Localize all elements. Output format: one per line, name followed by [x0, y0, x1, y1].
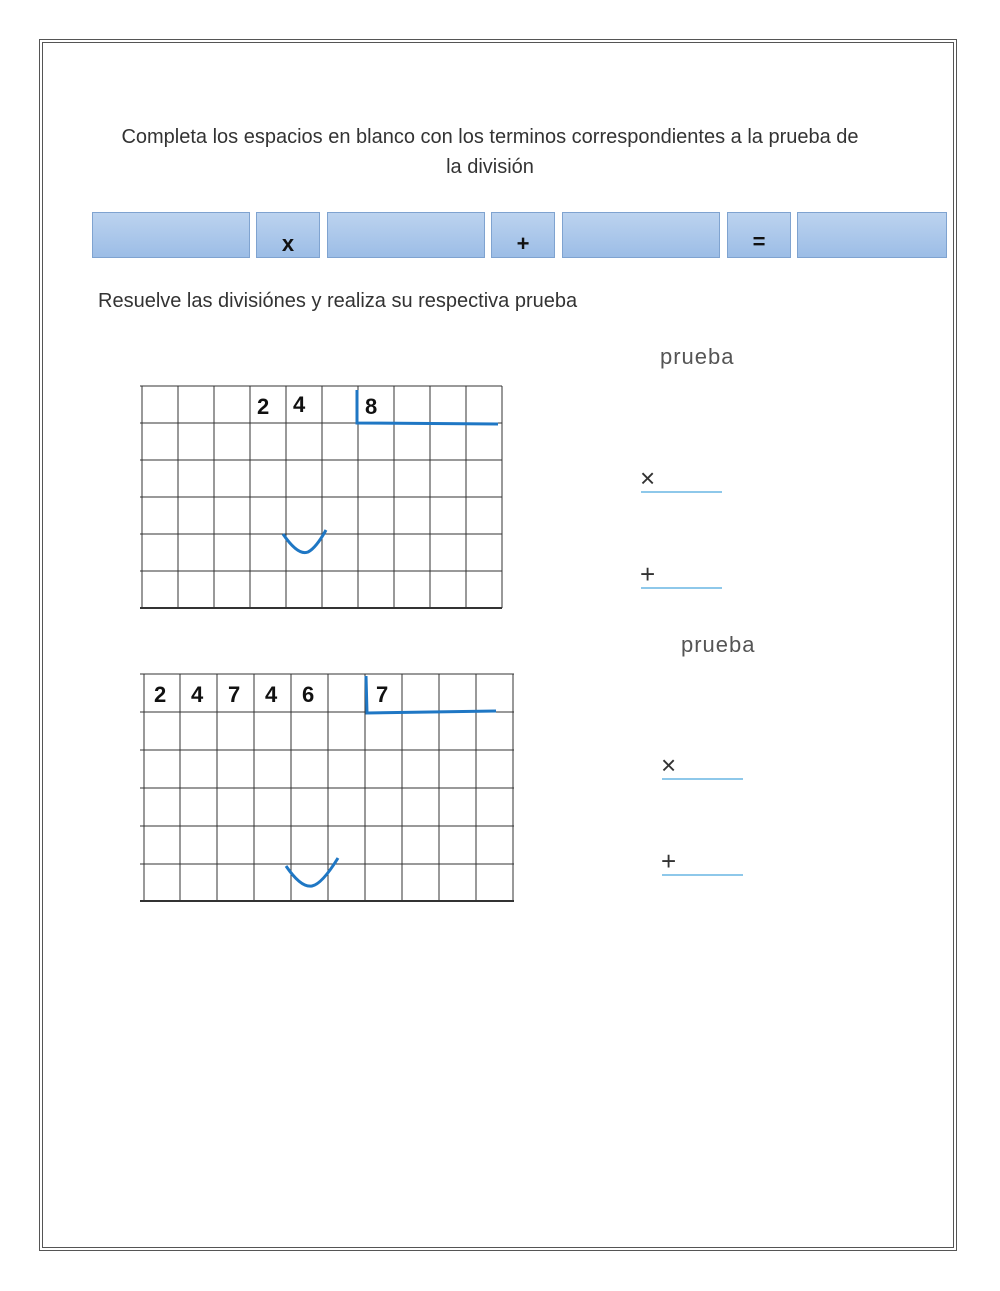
answer-line-multiply-2[interactable]	[662, 778, 743, 780]
times-symbol-2: ×	[661, 750, 677, 780]
plus-symbol-2: +	[661, 846, 677, 876]
dividend-digit: 7	[228, 682, 241, 707]
answer-line-add-2[interactable]	[662, 874, 743, 876]
dividend-digit: 4	[293, 392, 306, 417]
plus-sign: +	[491, 212, 555, 258]
proof-label-2: prueba	[681, 632, 756, 657]
divisor-digit: 7	[376, 682, 389, 707]
instruction-solve: Resuelve las divisiónes y realiza su respectiva prueba	[98, 290, 578, 312]
answer-line-multiply-1[interactable]	[641, 491, 722, 493]
dividend-digit: 2	[154, 682, 167, 707]
equals-sign: =	[727, 212, 791, 258]
proof-label-1: prueba	[660, 344, 735, 369]
multiply-sign: x	[256, 212, 320, 258]
check-mark	[286, 858, 338, 886]
division-grid-1	[138, 384, 504, 612]
instruction-proof-line2: la división	[446, 156, 534, 178]
division-bracket	[357, 390, 498, 424]
instruction-proof-line1: Completa los espacios en blanco con los terminos correspondientes a la prueba de	[121, 126, 859, 148]
dividend-digit: 2	[257, 394, 270, 419]
times-symbol-1: ×	[640, 463, 656, 493]
dividend-digit: 4	[191, 682, 204, 707]
dividend-digit: 4	[265, 682, 278, 707]
instruction-proof	[70, 122, 910, 182]
division-grid-2	[138, 672, 516, 904]
blank-box-4[interactable]	[797, 212, 947, 258]
plus-symbol-1: +	[640, 559, 656, 589]
blank-box-2[interactable]	[327, 212, 485, 258]
blank-box-3[interactable]	[562, 212, 720, 258]
divisor-digit: 8	[365, 394, 378, 419]
dividend-digit: 6	[302, 682, 315, 707]
check-mark	[283, 530, 326, 553]
answer-line-add-1[interactable]	[641, 587, 722, 589]
blank-box-1[interactable]	[92, 212, 250, 258]
